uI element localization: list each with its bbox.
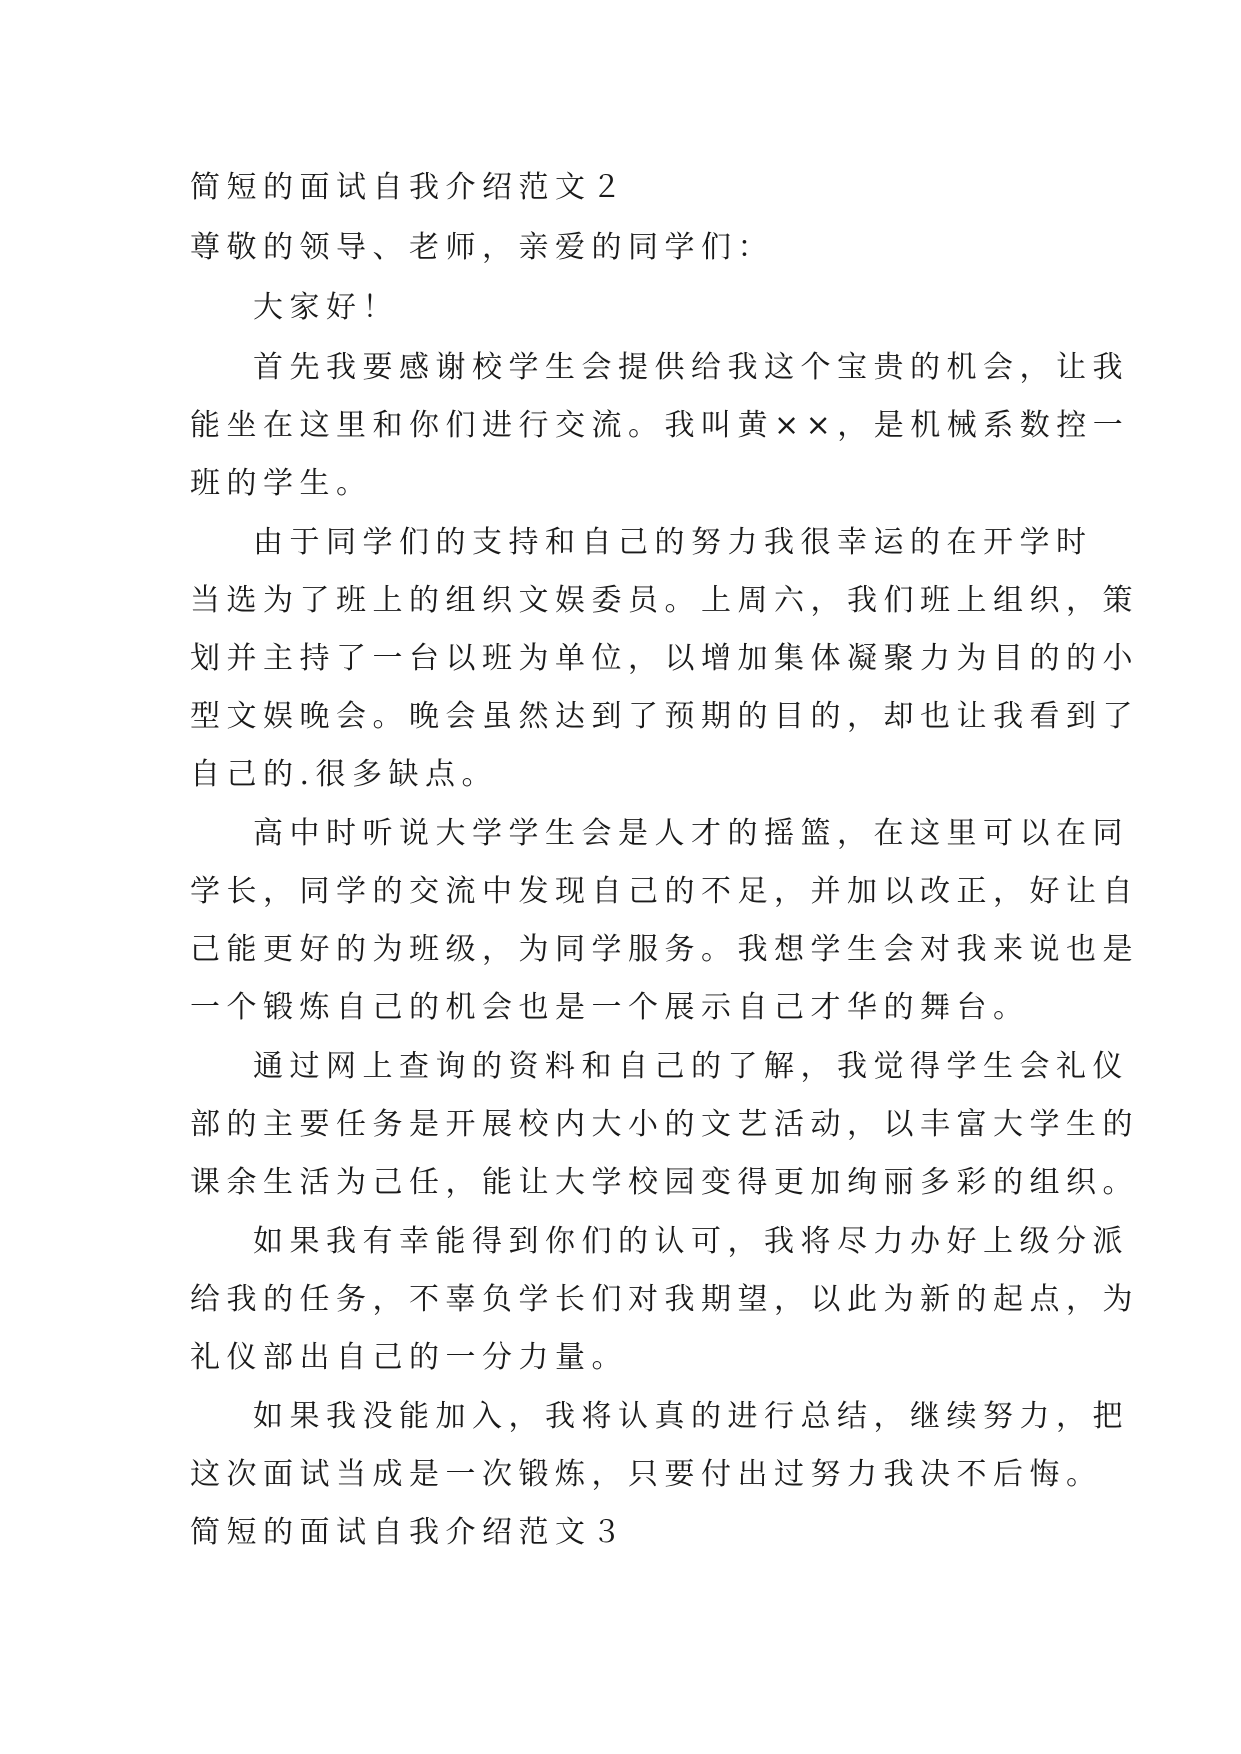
section-heading: 简短的面试自我介绍范文２ <box>190 170 628 205</box>
paragraph-line: 学长，同学的交流中发现自己的不足，并加以改正，好让自 <box>190 874 1139 909</box>
paragraph-line: 能坐在这里和你们进行交流。我叫黄××，是机械系数控一 <box>190 408 1130 443</box>
paragraph-line: 通过网上查询的资料和自己的了解，我觉得学生会礼仪 <box>253 1049 1129 1084</box>
paragraph-line: 自己的.很多缺点。 <box>190 757 499 792</box>
paragraph-line: 班的学生。 <box>190 466 373 501</box>
paragraph-line: 如果我没能加入，我将认真的进行总结，继续努力，把 <box>253 1399 1129 1434</box>
paragraph-line: 部的主要任务是开展校内大小的文艺活动，以丰富大学生的 <box>190 1107 1139 1142</box>
paragraph-line: 型文娱晚会。晚会虽然达到了预期的目的，却也让我看到了 <box>190 699 1139 734</box>
paragraph-line: 这次面试当成是一次锻炼，只要付出过努力我决不后悔。 <box>190 1457 1103 1492</box>
paragraph-line: 如果我有幸能得到你们的认可，我将尽力办好上级分派 <box>253 1224 1129 1259</box>
salutation: 尊敬的领导、老师，亲爱的同学们： <box>190 230 774 265</box>
paragraph-line: 当选为了班上的组织文娱委员。上周六，我们班上组织，策 <box>190 583 1139 618</box>
paragraph-line: 课余生活为己任，能让大学校园变得更加绚丽多彩的组织。 <box>190 1165 1139 1200</box>
paragraph-line: 首先我要感谢校学生会提供给我这个宝贵的机会，让我 <box>253 350 1129 385</box>
paragraph-line: 划并主持了一台以班为单位，以增加集体凝聚力为目的的小 <box>190 641 1139 676</box>
paragraph-line: 高中时听说大学学生会是人才的摇篮，在这里可以在同 <box>253 816 1129 851</box>
paragraph-line: 给我的任务，不辜负学长们对我期望，以此为新的起点，为 <box>190 1282 1139 1317</box>
paragraph-line: 己能更好的为班级，为同学服务。我想学生会对我来说也是 <box>190 932 1139 967</box>
paragraph-line: 一个锻炼自己的机会也是一个展示自己才华的舞台。 <box>190 990 1030 1025</box>
section-heading: 简短的面试自我介绍范文３ <box>190 1515 628 1550</box>
greeting: 大家好！ <box>253 290 399 325</box>
paragraph-line: 礼仪部出自己的一分力量。 <box>190 1340 628 1375</box>
paragraph-line: 由于同学们的支持和自己的努力我很幸运的在开学时 <box>253 525 1093 560</box>
